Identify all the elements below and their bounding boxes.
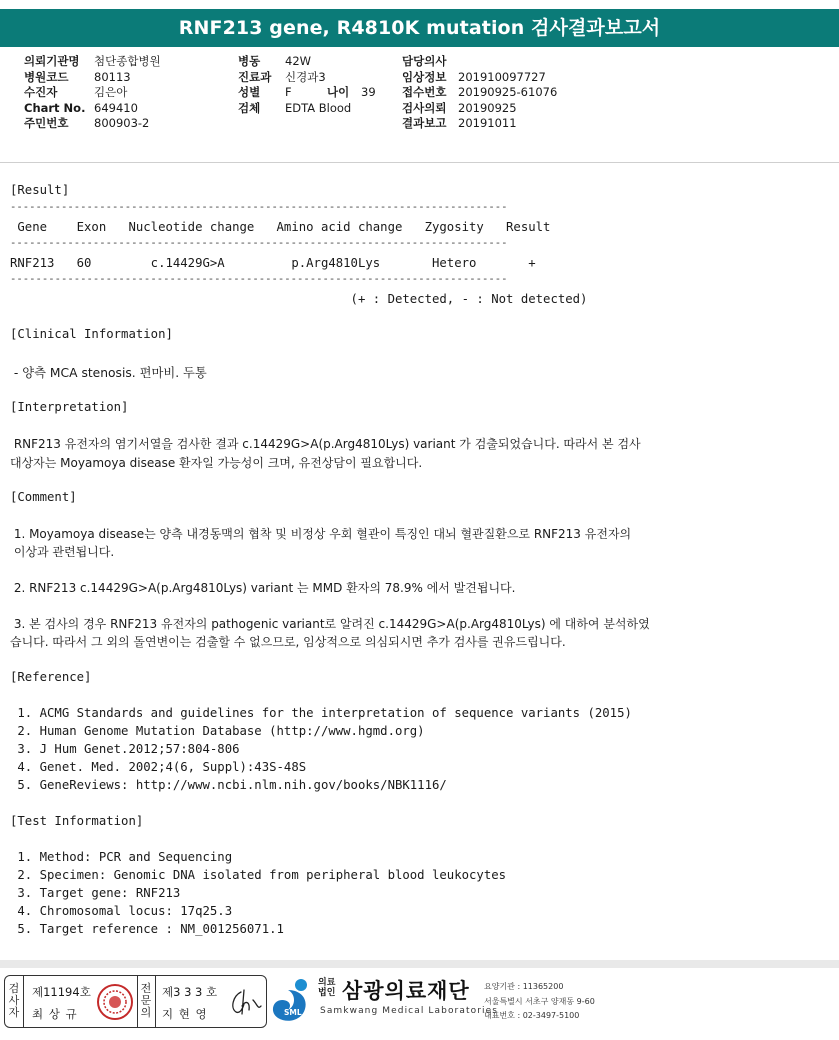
interpretation-line-2: 대상자는 Moyamoya disease 환자일 가능성이 크며, 유전상담이 필요합니다.: [10, 456, 423, 470]
field-value: 42W: [285, 54, 312, 68]
examiner-name: 최 상 규: [32, 1007, 78, 1021]
seal-pattern: [99, 986, 131, 1018]
report-title: RNF213 gene, R4810K mutation 검사결과보고서: [0, 9, 839, 47]
field-value: 신경과3: [285, 69, 326, 84]
test-info-item: 4. Chromosomal locus: 17q25.3: [10, 904, 233, 918]
field-value: EDTA Blood: [285, 100, 352, 115]
label-char: 문: [140, 994, 152, 1007]
field-label: 의뢰기관명: [24, 54, 80, 68]
label-char: 전: [140, 982, 152, 995]
reference-item: 4. Genet. Med. 2002;4(6, Suppl):43S-48S: [10, 760, 307, 774]
handwritten-signature: [227, 986, 263, 1018]
org-institution-code: 요양기관 : 11365200: [484, 982, 564, 991]
comment-1-line-1: 1. Moyamoya disease는 양측 내경동맥의 협착 및 비정상 우회 혈관이 특징인 대뇌 혈관질환으로 RNF213 유전자의: [10, 527, 632, 541]
field-label: 검체: [238, 100, 261, 115]
label-char: 사: [8, 994, 20, 1007]
field-label: 접수번호: [402, 85, 447, 99]
interpretation-line-1: RNF213 유전자의 염기서열을 검사한 결과 c.14429G>A(p.Arg4810Lys) variant 가 검출되었습니다. 따라서 본 검사: [10, 437, 641, 451]
field-label: 임상정보: [402, 69, 447, 84]
test-info-heading: [Test Information]: [10, 814, 144, 828]
comment-3-line-1: 3. 본 검사의 경우 RNF213 유전자의 pathogenic variant로 알려진 c.14429G>A(p.Arg4810Lys) 에 대하여 분석하였: [10, 617, 650, 631]
header-field-physician: [402, 54, 557, 70]
field-label: 병원코드: [24, 69, 69, 84]
org-name-english: Samkwang Medical Laboratories: [320, 1006, 499, 1016]
reference-heading: [Reference]: [10, 670, 92, 684]
org-type-label: [318, 978, 335, 998]
reference-item: 3. J Hum Genet.2012;57:804-806: [10, 742, 240, 756]
specialist-name: 지 현 영: [162, 1007, 208, 1021]
header-field-id-no: [24, 116, 161, 132]
label-char: 의: [140, 1006, 152, 1019]
reference-item: 1. ACMG Standards and guidelines for the interpretation of sequence variants (2015): [10, 706, 632, 720]
field-value: 800903-2: [94, 116, 150, 130]
header-col-1: [24, 54, 161, 132]
comment-heading: [Comment]: [10, 490, 77, 504]
field-label: 병동: [238, 54, 261, 68]
field-label: 성별: [238, 85, 261, 99]
label-char: 자: [8, 1006, 20, 1019]
reference-item: 2. Human Genome Mutation Database (http://www.hgmd.org): [10, 724, 425, 738]
header-field-clinical-info: [402, 70, 557, 86]
specialist-license: 제3 3 3 호: [162, 985, 218, 999]
header-field-request-date: [402, 101, 557, 117]
comment-3-line-2: 습니다. 따라서 그 외의 돌연변이는 검출할 수 없으므로, 임상적으로 의심되시면 추가 검사를 권유드립니다.: [10, 635, 566, 649]
divider: [155, 976, 156, 1027]
test-info-item: 3. Target gene: RNF213: [10, 886, 181, 900]
reference-item: 5. GeneReviews: http://www.ncbi.nlm.nih.gov/books/NBK1116/: [10, 778, 447, 792]
field-label: 담당의사: [402, 54, 447, 68]
field-value: 20191011: [458, 116, 517, 130]
comment-2: 2. RNF213 c.14429G>A(p.Arg4810Lys) variant 는 MMD 환자의 78.9% 에서 발견됩니다.: [10, 581, 516, 595]
footer-divider: [0, 960, 839, 968]
header-col-3: [402, 54, 557, 132]
seal-stamp: [97, 984, 133, 1020]
org-phone: 대표번호 : 02-3497-5100: [484, 1011, 580, 1020]
org-name: 삼광의료재단: [342, 979, 470, 1003]
header-field-report-date: [402, 116, 557, 132]
divider: [23, 976, 24, 1027]
examiner-vertical-label: [8, 983, 20, 1019]
comment-1-line-2: 이상과 관련됩니다.: [10, 545, 115, 559]
org-type-line: 의료: [318, 978, 336, 988]
result-dashes-top: ------------------------------------------------------------------------------: [10, 201, 508, 213]
field-value: 20190925: [458, 100, 517, 115]
field-label: 주민번호: [24, 116, 69, 130]
header-field-requester: [24, 54, 161, 70]
field-value: 20190925-61076: [458, 85, 558, 99]
field-value: 김은아: [94, 85, 128, 99]
sml-logo-icon: [270, 976, 316, 1026]
field-value: F: [285, 85, 292, 99]
field-value: 649410: [94, 100, 138, 115]
header-field-department: [238, 70, 376, 86]
field-label: 수진자: [24, 85, 58, 99]
signature-box: [4, 975, 267, 1028]
test-info-item: 2. Specimen: Genomic DNA isolated from peripheral blood leukocytes: [10, 868, 507, 882]
test-info-item: 5. Target reference : NM_001256071.1: [10, 922, 284, 936]
result-table-row: RNF213 60 c.14429G>A p.Arg4810Lys Hetero +: [10, 256, 536, 270]
age-value: 39: [361, 85, 376, 99]
header-field-hospital-code: [24, 70, 161, 86]
result-legend: (+ : Detected, - : Not detected): [10, 292, 588, 306]
header-field-chart-no: [24, 101, 161, 117]
clinical-text: - 양측 MCA stenosis. 편마비. 두통: [10, 366, 207, 380]
divider: [137, 976, 138, 1027]
header-col-2: [238, 54, 376, 116]
logo-text: SML: [284, 1008, 302, 1017]
field-value: 201910097727: [458, 69, 546, 84]
header-field-sex-age: [238, 85, 376, 101]
field-label: Chart No.: [24, 100, 86, 115]
org-type-line: 법인: [318, 988, 336, 998]
field-label: 결과보고: [402, 116, 447, 130]
result-heading: [Result]: [10, 183, 70, 197]
result-dashes-mid: ------------------------------------------------------------------------------: [10, 237, 508, 249]
test-info-item: 1. Method: PCR and Sequencing: [10, 850, 233, 864]
org-address: 서울특별시 서초구 양재동 9-60: [484, 997, 595, 1006]
field-label: 검사의뢰: [402, 100, 447, 115]
interpretation-heading: [Interpretation]: [10, 400, 129, 414]
header-field-patient: [24, 85, 161, 101]
age-label: 나이: [327, 85, 350, 99]
field-value: 80113: [94, 69, 131, 84]
result-dashes-bottom: ------------------------------------------------------------------------------: [10, 273, 508, 285]
header-field-specimen: [238, 101, 376, 117]
specialist-vertical-label: [140, 983, 152, 1019]
header-field-ward: [238, 54, 376, 70]
examiner-license: 제11194호: [32, 985, 91, 999]
field-value: 첨단종합병원: [94, 54, 161, 68]
field-label: 진료과: [238, 69, 272, 84]
header-field-receipt-no: [402, 85, 557, 101]
clinical-heading: [Clinical Information]: [10, 327, 173, 341]
label-char: 검: [8, 982, 20, 995]
result-table-header: Gene Exon Nucleotide change Amino acid change Zygosity Result: [10, 220, 551, 234]
